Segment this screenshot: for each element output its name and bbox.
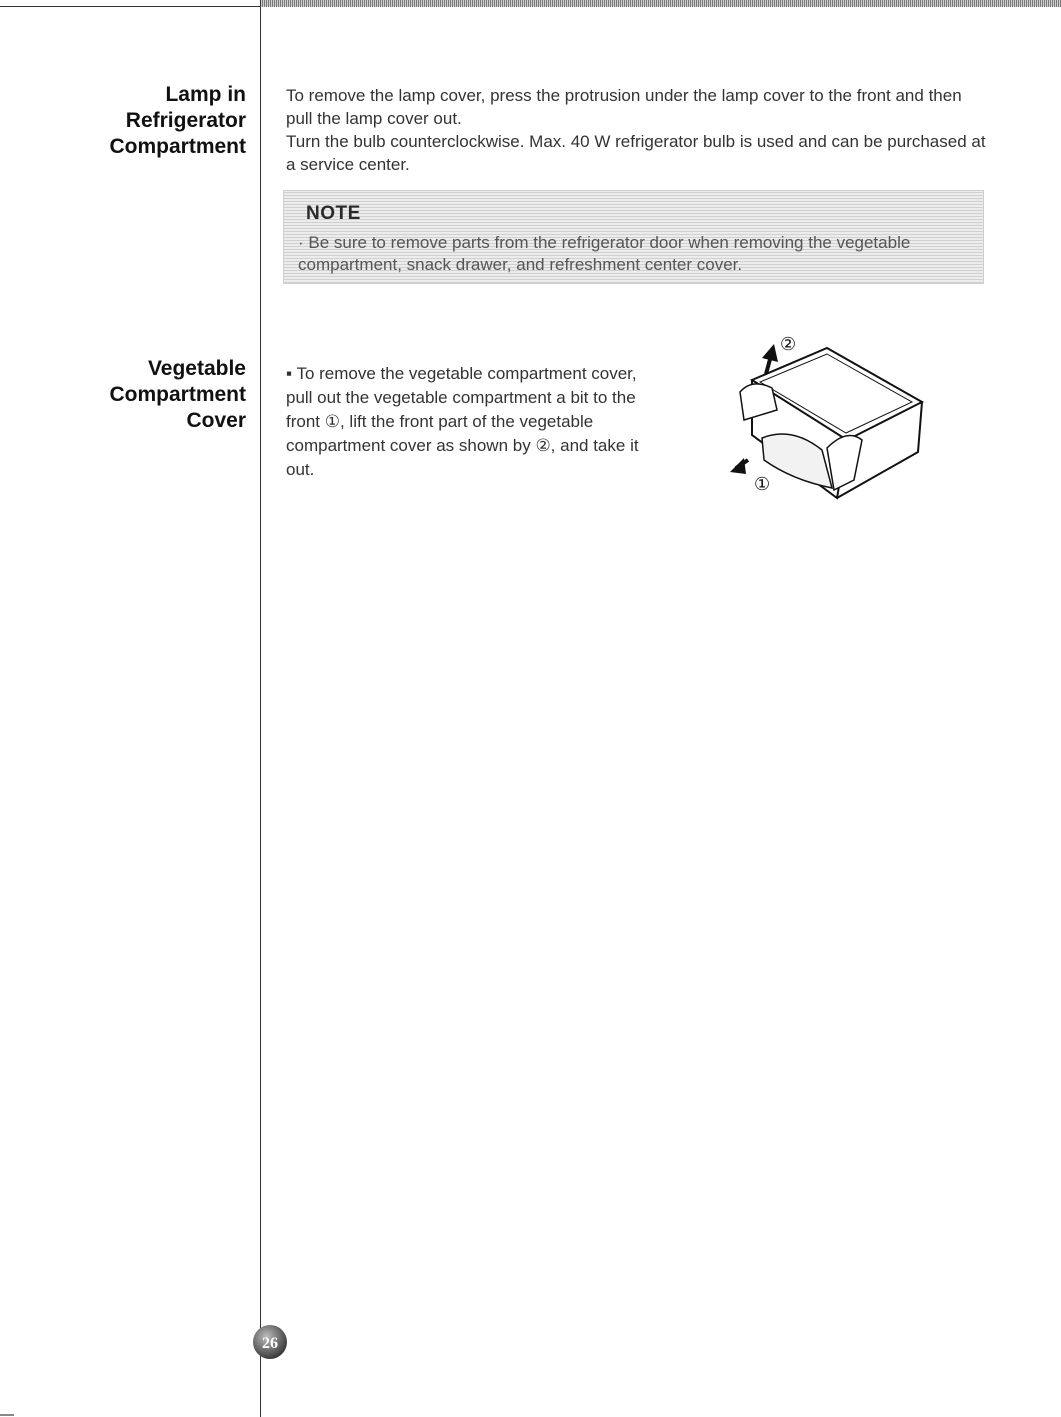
lamp-paragraph-2: Turn the bulb counterclockwise. Max. 40 W refrigerator bulb is used and can be purchased at a service center. (286, 132, 986, 174)
section-title-line: Lamp in (165, 83, 246, 106)
vegetable-instructions: ▪ To remove the vegetable compartment cover, pull out the vegetable compartment a bit to the front ①, lift the front part of the vegetable compartment cover as shown by ②, and take it out. (286, 364, 639, 479)
section-title-line: Compartment (109, 135, 246, 158)
header-band (260, 0, 1061, 7)
lamp-instructions (286, 84, 986, 176)
section-title-line: Refrigerator (125, 109, 246, 132)
top-rule (0, 6, 260, 7)
section-title-line: Compartment (109, 383, 246, 406)
bottom-mark (0, 1414, 14, 1416)
step-2-label: ② (780, 334, 797, 355)
note-text: · Be sure to remove parts from the refrigerator door when removing the vegetable compartment, snack drawer, and refreshment center cover. (298, 233, 911, 274)
section-title-line: Vegetable (147, 357, 246, 380)
note-box (283, 190, 984, 284)
note-title: NOTE (306, 203, 361, 224)
vegetable-drawer-illustration (722, 330, 932, 520)
page-number-badge (252, 1324, 288, 1360)
lamp-paragraph-1: To remove the lamp cover, press the protrusion under the lamp cover to the front and then pull the lamp cover out. (286, 86, 962, 128)
page-number: 26 (262, 1335, 278, 1352)
margin-divider (260, 0, 261, 1417)
section-title-vegetable (109, 356, 246, 434)
section-title-line: Cover (186, 409, 246, 432)
step-1-label: ① (754, 474, 771, 495)
section-title-lamp (109, 82, 246, 160)
